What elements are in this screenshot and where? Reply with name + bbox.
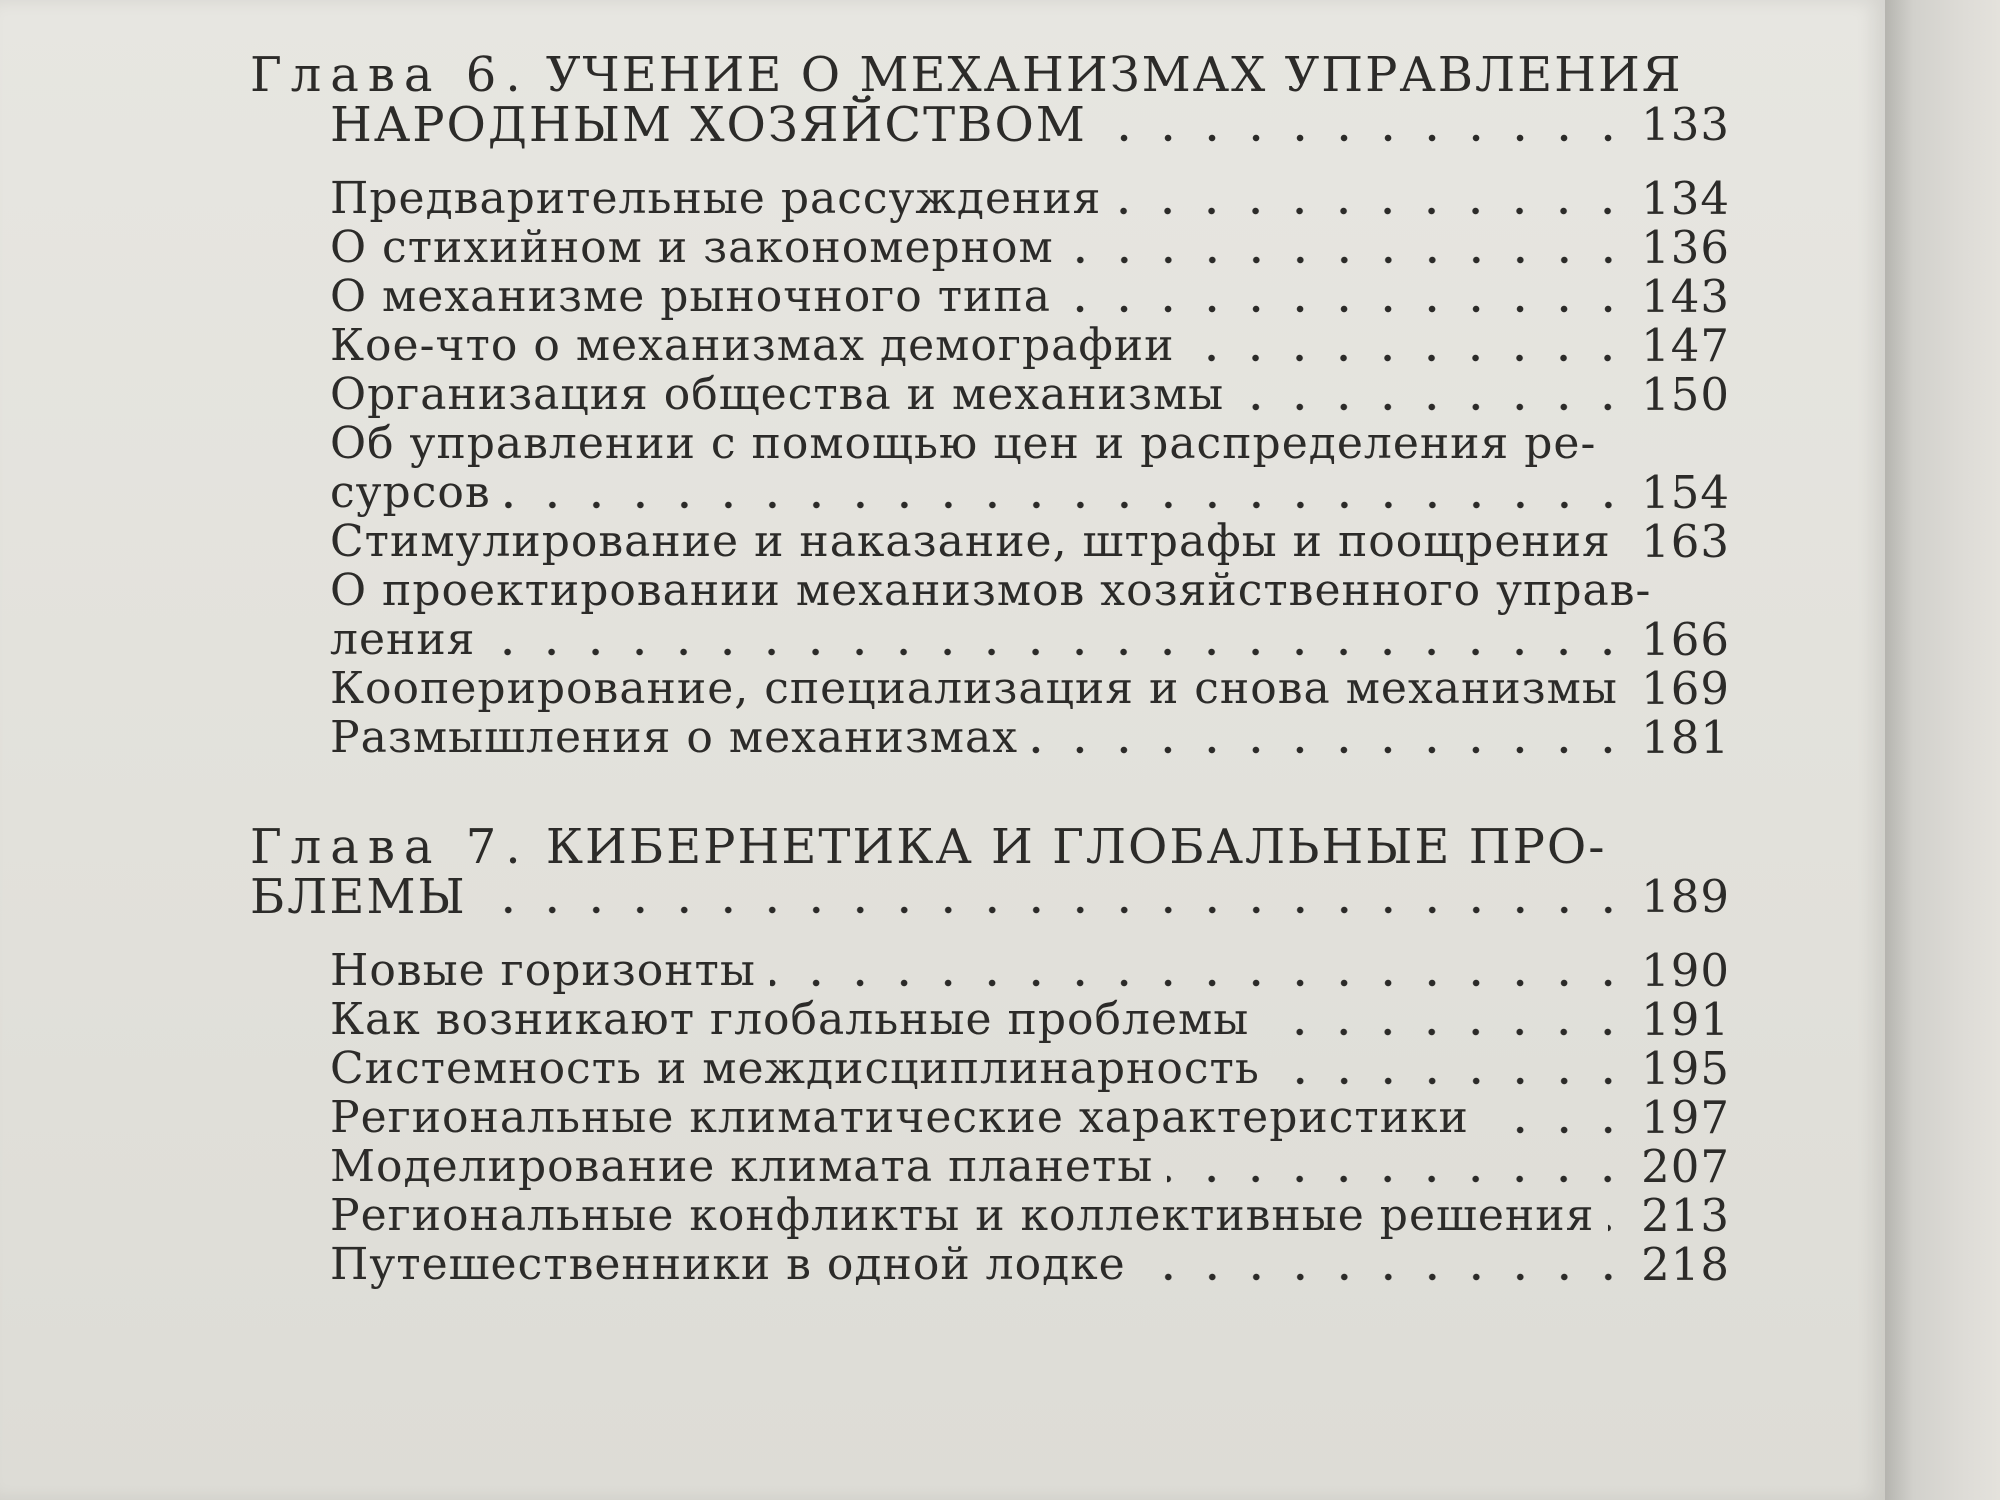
entry-page-number: 150 — [1641, 368, 1730, 421]
chapter-heading — [250, 47, 1730, 153]
toc-entry — [330, 566, 1730, 664]
chapter-label: Глава 7. — [250, 819, 530, 875]
chapter-title-line1: Глава 7. КИБЕРНЕТИКА И ГЛОБАЛЬНЫЕ ПРО- — [250, 819, 1607, 875]
toc-entry — [330, 223, 1730, 272]
entry-title: Системность и междисциплинарность — [330, 1043, 1260, 1094]
chapter-entries — [250, 174, 1730, 762]
dot-leader — [1274, 1077, 1630, 1085]
chapter-page-number: 189 — [1641, 870, 1730, 923]
entry-page-number: 134 — [1641, 172, 1730, 225]
dot-leader — [1065, 305, 1630, 313]
chapter-6 — [250, 47, 1730, 764]
entry-title: Региональные климатические характеристики — [330, 1092, 1469, 1143]
entry-page-number: 166 — [1641, 613, 1730, 666]
toc-entry — [330, 174, 1730, 223]
entry-page-number: 147 — [1641, 319, 1730, 372]
toc-entry — [330, 946, 1730, 995]
toc-entry — [330, 1191, 1730, 1240]
entry-page-number: 154 — [1641, 466, 1730, 519]
entry-title: Как возникают глобальные проблемы — [330, 994, 1250, 1045]
entry-title: Размышления о механизмах — [330, 712, 1019, 763]
dot-leader — [770, 979, 1630, 987]
chapter-title-line2: БЛЕМЫ 189 — [250, 869, 1730, 925]
chapter-entries — [250, 946, 1730, 1289]
dot-leader — [1167, 1175, 1630, 1183]
toc-entry — [330, 321, 1730, 370]
entry-page-number: 190 — [1641, 944, 1730, 997]
entry-page-number: 143 — [1641, 270, 1730, 323]
toc-entry — [330, 419, 1730, 517]
dot-leader — [1101, 134, 1630, 142]
entry-title-line1: О проектировании механизмов хозяйственного управ- — [330, 565, 1652, 616]
dot-leader — [1238, 403, 1630, 411]
entry-title: Стимулирование и наказание, штрафы и поощрения — [330, 516, 1611, 567]
toc-entry — [330, 1044, 1730, 1093]
toc-entry — [330, 370, 1730, 419]
page-edge-shadow — [1885, 0, 2000, 1500]
toc-entry — [330, 1142, 1730, 1191]
entry-title-line1: Об управлении с помощью цен и распределения ре- — [330, 418, 1597, 469]
toc-entry — [330, 517, 1730, 566]
toc-entry — [330, 995, 1730, 1044]
entry-page-number: 197 — [1641, 1091, 1730, 1144]
entry-title: Кое-что о механизмах демографии — [330, 320, 1175, 371]
dot-leader — [1483, 1126, 1630, 1134]
entry-title: Путешественники в одной лодке — [330, 1239, 1126, 1290]
chapter-title-line1: Глава 6. УЧЕНИЕ О МЕХАНИЗМАХ УПРАВЛЕНИЯ — [250, 47, 1683, 103]
dot-leader — [489, 648, 1630, 656]
chapter-page-number: 133 — [1641, 98, 1730, 151]
entry-page-number: 218 — [1641, 1238, 1730, 1291]
chapter-label: Глава 6. — [250, 47, 530, 103]
entry-page-number: 163 — [1641, 515, 1730, 568]
entry-title: О механизме рыночного типа — [330, 271, 1051, 322]
dot-leader — [1188, 354, 1630, 362]
toc-entry — [330, 664, 1730, 713]
entry-title: ления — [330, 614, 476, 665]
entry-title: Кооперирование, специализация и снова механизмы — [330, 663, 1618, 714]
dot-leader — [481, 906, 1630, 914]
entry-title: Моделирование климата планеты — [330, 1141, 1154, 1192]
chapter-heading — [250, 819, 1730, 925]
toc-entry — [330, 272, 1730, 321]
entry-page-number: 136 — [1641, 221, 1730, 274]
entry-title: Региональные конфликты и коллективные решения — [330, 1190, 1595, 1241]
dot-leader — [1115, 207, 1630, 215]
entry-title: Новые горизонты — [330, 945, 756, 996]
entry-page-number: 169 — [1641, 662, 1730, 715]
dot-leader — [1617, 550, 1630, 558]
entry-title: О стихийном и закономерном — [330, 222, 1054, 273]
entry-page-number: 181 — [1641, 711, 1730, 764]
dot-leader — [1068, 256, 1630, 264]
chapter-7 — [250, 819, 1730, 1291]
dot-leader — [1624, 697, 1630, 705]
chapter-title-line2: НАРОДНЫМ ХОЗЯЙСТВОМ 133 — [330, 97, 1730, 153]
table-of-contents — [250, 47, 1730, 1317]
toc-entry — [330, 1093, 1730, 1142]
entry-page-number: 191 — [1641, 993, 1730, 1046]
dot-leader — [505, 501, 1630, 509]
dot-leader — [1263, 1028, 1630, 1036]
entry-title: сурсов — [330, 467, 491, 518]
toc-entry — [330, 1240, 1730, 1289]
entry-page-number: 195 — [1641, 1042, 1730, 1095]
dot-leader — [1608, 1224, 1630, 1232]
entry-title: Предварительные рассуждения — [330, 173, 1102, 224]
entry-title: Организация общества и механизмы — [330, 369, 1225, 420]
toc-entry — [330, 713, 1730, 762]
entry-page-number: 213 — [1641, 1189, 1730, 1242]
dot-leader — [1032, 746, 1630, 754]
dot-leader — [1140, 1273, 1630, 1281]
entry-page-number: 207 — [1641, 1140, 1730, 1193]
